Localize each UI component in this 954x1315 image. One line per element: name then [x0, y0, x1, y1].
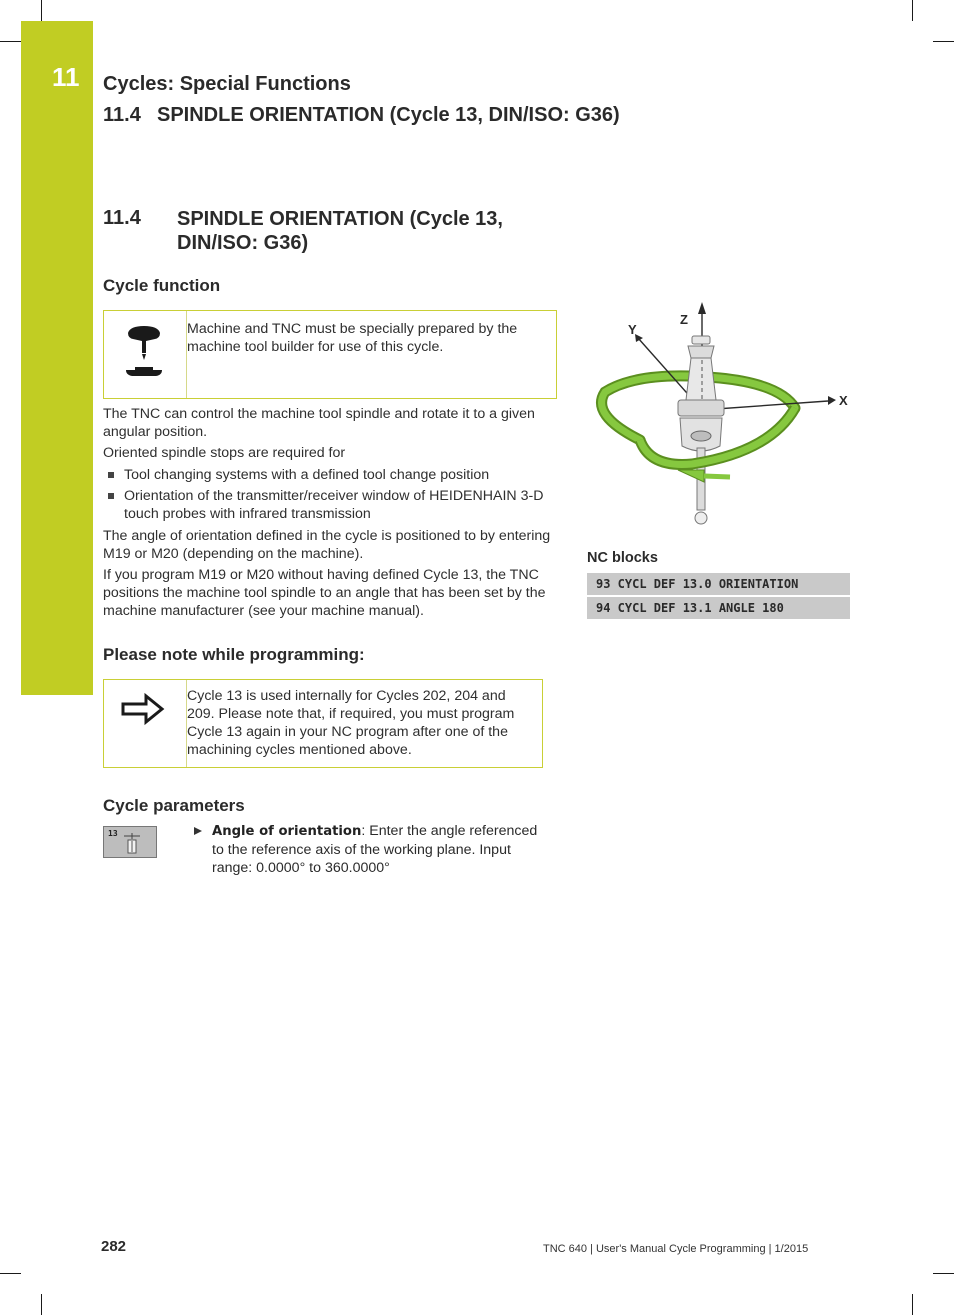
- cycle-function-heading: Cycle function: [103, 276, 221, 295]
- axis-label-z: Z: [680, 312, 688, 327]
- section-title: SPINDLE ORIENTATION (Cycle 13, DIN/ISO: G36): [177, 208, 503, 254]
- list-item: Orientation of the transmitter/receiver window of HEIDENHAIN 3-D touch probes with infrared transmission: [104, 487, 556, 523]
- crop-mark: [41, 0, 42, 21]
- running-header-section-title: SPINDLE ORIENTATION (Cycle 13, DIN/ISO: G36): [157, 104, 620, 126]
- nc-blocks-label: NC blocks: [587, 550, 658, 566]
- running-header-chapter-title: Cycles: Special Functions: [103, 73, 351, 95]
- crop-mark: [0, 41, 21, 42]
- machine-note-box: [103, 310, 557, 399]
- chapter-tab-bar: [21, 21, 93, 695]
- parameter-description: : Enter the angle referenced to the reference axis of the working plane. Input range: 0.0000° to 360.0000°: [212, 823, 538, 876]
- chapter-number: 11: [52, 62, 80, 92]
- list-item: Tool changing systems with a defined tool change position: [104, 466, 556, 484]
- axis-label-x: X: [839, 393, 848, 408]
- machine-tool-builder-icon: [122, 323, 166, 379]
- footer-text: TNC 640 | User's Manual Cycle Programming | 1/2015: [543, 1243, 809, 1255]
- nc-block-line: 94 CYCL DEF 13.1 ANGLE 180: [587, 597, 850, 619]
- crop-mark: [933, 41, 954, 42]
- crop-mark: [933, 1273, 954, 1274]
- crop-mark: [912, 1294, 913, 1315]
- crop-mark: [0, 1273, 21, 1274]
- cycle-function-paragraph-2: Oriented spindle stops are required for: [103, 445, 346, 461]
- axis-label-y: Y: [628, 322, 637, 337]
- parameter-triangle-icon: [193, 826, 203, 836]
- crop-mark: [41, 1294, 42, 1315]
- cycle-13-softkey-icon: [103, 826, 157, 858]
- cycle-function-paragraph-3: The angle of orientation defined in the cycle is positioned to by entering M19 or M20 (depending on the machine).: [103, 528, 551, 562]
- cycle-function-paragraph-4: If you program M19 or M20 without having defined Cycle 13, the TNC positions the machine tool spindle to an angle that has been set by the machine manufacturer (see your machine manual).: [103, 567, 546, 619]
- parameter-name: Angle of orientation: [212, 824, 362, 839]
- arrow-right-icon: [120, 692, 166, 726]
- softkey-label: 13: [108, 829, 118, 838]
- cycle-function-paragraph-1: The TNC can control the machine tool spindle and rotate it to a given angular position.: [103, 406, 535, 440]
- page-number: 282: [101, 1238, 127, 1255]
- parameter-angle-of-orientation: [212, 822, 542, 877]
- bullet-list: [104, 466, 556, 526]
- cycle-parameters-heading: Cycle parameters: [103, 796, 245, 815]
- crop-mark: [912, 0, 913, 21]
- programming-note-box: [103, 679, 543, 768]
- nc-block-line: 93 CYCL DEF 13.0 ORIENTATION: [587, 573, 850, 595]
- programming-note-heading: Please note while programming:: [103, 645, 365, 664]
- running-header-section: [103, 104, 620, 127]
- running-header-section-number: 11.4: [103, 104, 141, 126]
- programming-note-text: Cycle 13 is used internally for Cycles 202, 204 and 209. Please note that, if required, you must program Cycle 13 again in your NC program after one of the machining cycles mentioned above.: [187, 688, 515, 758]
- spindle-softkey-glyph: [122, 831, 142, 855]
- machine-note-text: Machine and TNC must be specially prepared by the machine tool builder for use of this cycle.: [187, 321, 518, 355]
- section-number: 11.4: [103, 207, 141, 229]
- spindle-orientation-figure: [580, 300, 860, 530]
